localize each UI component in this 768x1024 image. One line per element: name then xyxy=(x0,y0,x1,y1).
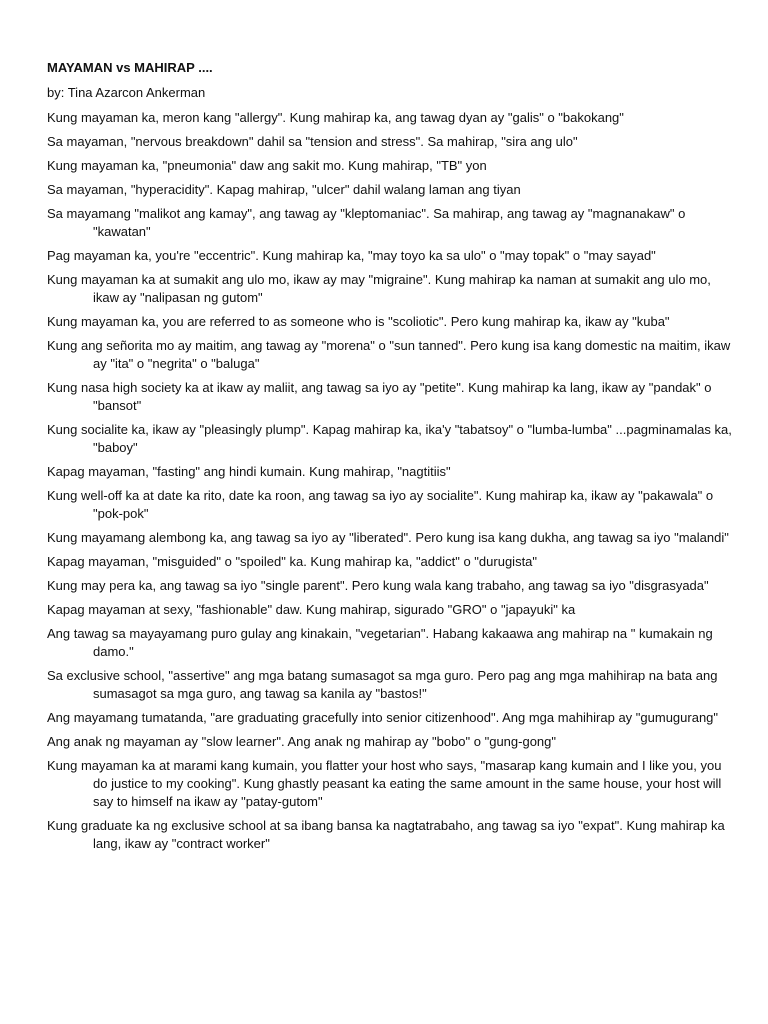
paragraph: Kapag mayaman, "fasting" ang hindi kumain. Kung mahirap, "nagtitiis" xyxy=(47,464,451,479)
paragraph: Kung mayamang alembong ka, ang tawag sa iyo ay "liberated". Pero kung isa kang dukha, ang tawag sa iyo "malandi" xyxy=(47,530,729,545)
paragraph: Kung nasa high society ka at ikaw ay maliit, ang tawag sa iyo ay "petite". Kung mahirap ka lang, ikaw ay "pandak" o "bansot" xyxy=(47,380,712,413)
paragraph: Ang tawag sa mayayamang puro gulay ang kinakain, "vegetarian". Habang kakaawa ang mahirap na " kumakain ng damo." xyxy=(47,626,713,659)
paragraph: Kapag mayaman, "misguided" o "spoiled" ka. Kung mahirap ka, "addict" o "durugista" xyxy=(47,554,538,569)
paragraph: Kung socialite ka, ikaw ay "pleasingly plump". Kapag mahirap ka, ika'y "tabatsoy" o "lumba-lumba" ...pagminamalas ka, "baboy" xyxy=(47,422,732,455)
paragraph: Kung mayaman ka, meron kang "allergy". Kung mahirap ka, ang tawag dyan ay "galis" o "bakokang" xyxy=(47,110,624,125)
paragraph: Sa mayaman, "nervous breakdown" dahil sa "tension and stress". Sa mahirap, "sira ang ulo" xyxy=(47,134,578,149)
document-title: MAYAMAN vs MAHIRAP .... xyxy=(47,60,213,75)
paragraph: Sa exclusive school, "assertive" ang mga batang sumasagot sa mga guro. Pero pag ang mga mahihirap na bata ang sumasagot sa mga guro, ang tawag sa kanila ay "bastos!" xyxy=(47,668,718,701)
paragraph: Kung mayaman ka at marami kang kumain, you flatter your host who says, "masarap kang kumain and I like you, you do justice to my cooking". Kung ghastly peasant ka eating the same amount in the same house, your host will say to himself na ikaw ay "patay-gutom" xyxy=(47,758,722,809)
paragraph: Kung may pera ka, ang tawag sa iyo "single parent". Pero kung wala kang trabaho, ang tawag sa iyo "disgrasyada" xyxy=(47,578,709,593)
paragraph: Kapag mayaman at sexy, "fashionable" daw. Kung mahirap, sigurado "GRO" o "japayuki" ka xyxy=(47,602,576,617)
paragraph: Kung well-off ka at date ka rito, date ka roon, ang tawag sa iyo ay socialite". Kung mahirap ka, ikaw ay "pakawala" o "pok-pok" xyxy=(47,488,714,521)
paragraph: Kung ang señorita mo ay maitim, ang tawag ay "morena" o "sun tanned". Pero kung isa kang domestic na maitim, ikaw ay "ita" o "negrita" o "baluga" xyxy=(47,338,731,371)
paragraph-list xyxy=(47,109,737,853)
paragraph: Pag mayaman ka, you're "eccentric". Kung mahirap ka, "may toyo ka sa ulo" o "may topak" o "may sayad" xyxy=(47,248,656,263)
paragraph: Kung mayaman ka at sumakit ang ulo mo, ikaw ay may "migraine". Kung mahirap ka naman at sumakit ang ulo mo, ikaw ay "nalipasan ng gutom" xyxy=(47,272,711,305)
paragraph: Ang anak ng mayaman ay "slow learner". Ang anak ng mahirap ay "bobo" o "gung-gong" xyxy=(47,734,557,749)
document-body xyxy=(47,60,737,859)
paragraph: Sa mayamang "malikot ang kamay", ang tawag ay "kleptomaniac". Sa mahirap, ang tawag ay "magnanakaw" o "kawatan" xyxy=(47,206,686,239)
document-author: by: Tina Azarcon Ankerman xyxy=(47,85,206,100)
paragraph: Kung graduate ka ng exclusive school at sa ibang bansa ka nagtatrabaho, ang tawag sa iyo "expat". Kung mahirap ka lang, ikaw ay "contract worker" xyxy=(47,818,725,851)
paragraph: Sa mayaman, "hyperacidity". Kapag mahirap, "ulcer" dahil walang laman ang tiyan xyxy=(47,182,521,197)
paragraph: Kung mayaman ka, you are referred to as someone who is "scoliotic". Pero kung mahirap ka, ikaw ay "kuba" xyxy=(47,314,670,329)
paragraph: Kung mayaman ka, "pneumonia" daw ang sakit mo. Kung mahirap, "TB" yon xyxy=(47,158,487,173)
paragraph: Ang mayamang tumatanda, "are graduating gracefully into senior citizenhood". Ang mga mahihirap ay "gumugurang" xyxy=(47,710,719,725)
